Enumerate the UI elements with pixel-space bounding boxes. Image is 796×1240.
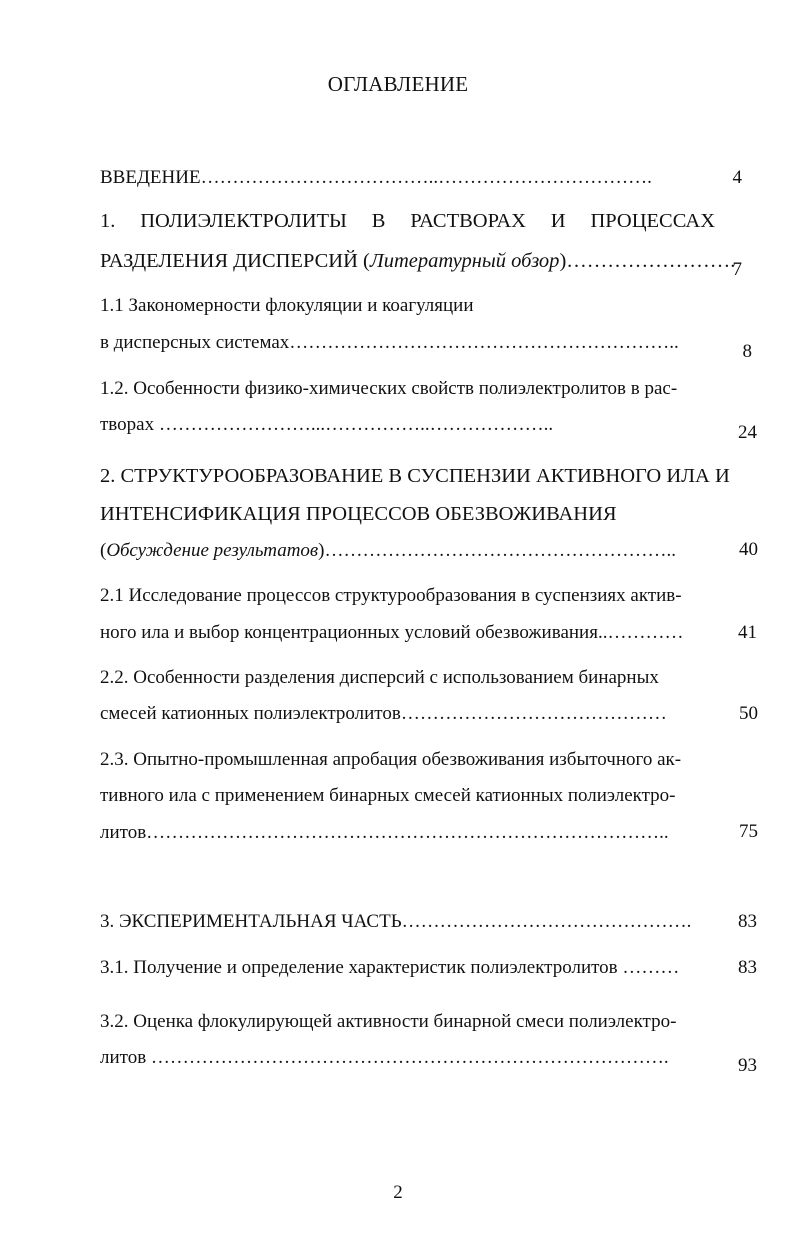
toc-entry-chapter-1-leader: …………………….: [566, 250, 736, 272]
toc-page-2-1: 41: [738, 622, 757, 643]
toc-entry-2-2-line-2: смесей катионных полиэлектролитов……………………………………: [100, 703, 667, 724]
toc-entry-2-2-line-1: 2.2. Особенности разделения дисперсий с использованием бинарных: [100, 667, 659, 688]
toc-entry-chapter-2-line-3: (Обсуждение результатов)………………………………………………..: [100, 540, 676, 561]
toc-page-3-1: 83: [738, 957, 757, 978]
toc-entry-2-3-line-1: 2.3. Опытно-промышленная апробация обезвоживания избыточного ак-: [100, 749, 682, 770]
toc-page-chapter-1: 7: [732, 259, 742, 280]
toc-page-2-2: 50: [739, 703, 758, 724]
toc-entry-3-2-line-2: литов ……………………………………………………………………….: [100, 1047, 669, 1068]
toc-page-chapter-3: 83: [738, 911, 757, 932]
toc-entry-2-3-line-3: литов………………………………………………………………………..: [100, 822, 669, 843]
page-title: ОГЛАВЛЕНИЕ: [327, 72, 469, 96]
toc-page-2-3: 75: [739, 821, 758, 842]
toc-entry-1-1-line-2: в дисперсных системах……………………………………………………..: [100, 332, 679, 353]
toc-entry-1-2-line-1: 1.2. Особенности физико-химических свойств полиэлектролитов в рас-: [100, 378, 678, 399]
toc-entry-2-3-line-2: тивного ила с применением бинарных смесей катионных полиэлектро-: [100, 785, 676, 806]
toc-entry-2-1-line-1: 2.1 Исследование процессов структурообразования в суспензиях актив-: [100, 585, 682, 606]
toc-entry-chapter-1-subtitle: Литературный обзор: [369, 250, 560, 272]
toc-entry-intro: ВВЕДЕНИЕ………………………………..…………………………….: [100, 167, 652, 188]
toc-page-3-2: 93: [738, 1055, 757, 1076]
toc-entry-chapter-3: 3. ЭКСПЕРИМЕНТАЛЬНАЯ ЧАСТЬ……………………………………….: [100, 911, 692, 932]
toc-entry-chapter-2-line-1: 2. СТРУКТУРООБРАЗОВАНИЕ В СУСПЕНЗИИ АКТИВНОГО ИЛА И: [100, 465, 730, 487]
toc-entry-chapter-1-title-end: РАЗДЕЛЕНИЯ ДИСПЕРСИЙ: [100, 250, 364, 272]
toc-entry-1-2-line-2: творах ……………………...……………..………………..: [100, 414, 554, 435]
toc-entry-chapter-1-line-1: 1. ПОЛИЭЛЕКТРОЛИТЫ В РАСТВОРАХ И ПРОЦЕССАХ: [100, 210, 715, 232]
toc-entry-3-2-line-1: 3.2. Оценка флокулирующей активности бинарной смеси полиэлектро-: [100, 1011, 677, 1032]
toc-entry-chapter-2-leader: ………………………………………………..: [324, 540, 676, 561]
toc-page-intro: 4: [732, 167, 742, 188]
toc-page-1-2: 24: [738, 422, 757, 443]
page-number: 2: [393, 1182, 403, 1203]
toc-page-1-1: 8: [742, 341, 752, 362]
toc-entry-3-1: 3.1. Получение и определение характеристик полиэлектролитов ………: [100, 957, 680, 978]
toc-entry-chapter-1-line-2: РАЗДЕЛЕНИЯ ДИСПЕРСИЙ (Литературный обзор)…………………….: [100, 250, 736, 272]
toc-entry-2-1-line-2: ного ила и выбор концентрационных условий обезвоживания..…………: [100, 622, 684, 643]
toc-page-chapter-2: 40: [739, 539, 758, 560]
toc-entry-1-1-line-1: 1.1 Закономерности флокуляции и коагуляции: [100, 295, 474, 316]
toc-entry-chapter-2-subtitle: Обсуждение результатов: [106, 540, 319, 561]
toc-entry-chapter-2-line-2: ИНТЕНСИФИКАЦИЯ ПРОЦЕССОВ ОБЕЗВОЖИВАНИЯ: [100, 503, 617, 525]
